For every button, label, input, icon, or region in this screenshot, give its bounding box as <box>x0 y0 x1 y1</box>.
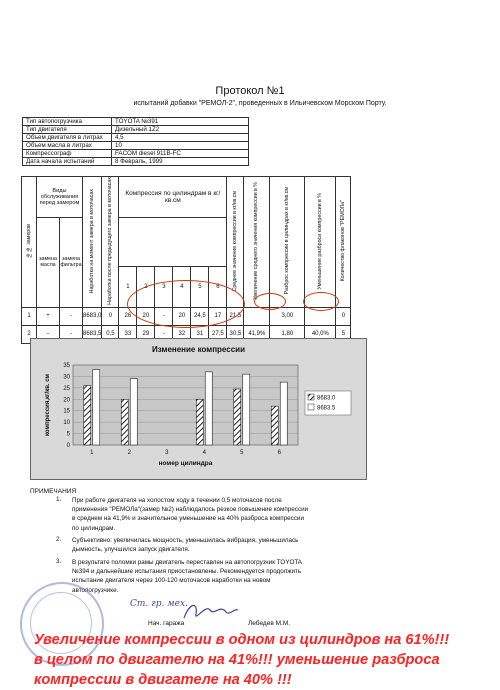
bar <box>196 399 203 445</box>
y-axis-label: компрессия,кг/кв. см <box>45 374 51 436</box>
info-label: Дата начала испытаний <box>23 158 112 166</box>
y-tick-label: 20 <box>63 397 70 404</box>
legend-swatch <box>308 404 314 410</box>
table-row <box>23 126 249 134</box>
cell: 20 <box>137 307 155 325</box>
cell: 33 <box>119 325 137 343</box>
col-header-oil: замена масла <box>37 218 60 308</box>
cell: 2 <box>22 325 37 343</box>
cell: 27,5 <box>209 325 227 343</box>
cell: 24,5 <box>191 307 209 325</box>
y-tick-label: 30 <box>63 374 70 381</box>
table-row <box>23 150 249 158</box>
cell: + <box>37 307 60 325</box>
note-line: №394 и дальнейшие испытания приостановлены. Рекомендуется продолжить <box>72 568 302 576</box>
promo-text <box>34 630 474 690</box>
cell: - <box>60 325 83 343</box>
cyl-num: 6 <box>209 266 227 307</box>
info-value: 8 Февраль, 1999 <box>112 158 249 166</box>
note-line: При работе двигателя на холостом ходу в течении 0,5 моточасов после <box>72 497 282 504</box>
col-header-avg: Среднее значение компрессии в кг/кв.см <box>227 177 244 308</box>
bar <box>121 399 128 445</box>
cell: 0 <box>102 307 119 325</box>
x-axis-label: номер цилиндра <box>158 460 213 467</box>
info-label: Тип автопогрузчика <box>23 118 112 126</box>
table-row <box>23 134 249 142</box>
legend-label: 8683.5 <box>317 405 336 412</box>
x-tick-label: 3 <box>165 450 169 456</box>
bar <box>130 379 137 445</box>
col-header-prev-hours: Наработка после предыдущего замера в моточасах <box>102 177 119 308</box>
col-header-filter: замена фильтра <box>60 218 83 308</box>
promo-line: компрессии в двигателе на 40% !!! <box>34 672 292 688</box>
vehicle-info-table <box>22 117 249 166</box>
cyl-num: 1 <box>119 266 137 307</box>
legend-swatch <box>308 394 314 400</box>
info-value: TOYOTA №391 <box>112 118 249 126</box>
table-row <box>23 142 249 150</box>
x-tick-label: 5 <box>240 450 244 456</box>
col-header-num: №№ замеров <box>22 177 37 308</box>
compression-chart <box>30 338 367 480</box>
signature-scribble <box>180 600 240 624</box>
cell: - <box>155 325 173 343</box>
note-number: 2. <box>56 536 62 543</box>
note-number: 3. <box>56 558 62 565</box>
promo-line: в целом по двигателю на 41%!!! уменьшение разброса <box>34 652 440 668</box>
y-tick-label: 15 <box>63 408 70 415</box>
y-tick-label: 5 <box>66 431 70 438</box>
annotation-ring-spread-decrease <box>303 292 339 311</box>
cell: 32 <box>173 325 191 343</box>
info-label: Объем масла в литрах <box>23 142 112 150</box>
note-item <box>72 558 372 595</box>
bar <box>280 382 287 445</box>
col-header-hours: Наработка на момент замера в моточасах <box>83 177 102 308</box>
chart-svg <box>31 339 366 479</box>
cell: 30,5 <box>227 325 244 343</box>
col-header-bottles: Количество флаконов "РЕМОЛа" <box>336 177 351 308</box>
cell: 40,0% <box>305 325 336 343</box>
col-header-spread: Разброс компрессии в цилиндрах в кг/кв.см <box>270 177 305 308</box>
cell: 0 <box>336 307 351 325</box>
cell: - <box>155 307 173 325</box>
cyl-num: 3 <box>155 266 173 307</box>
y-tick-label: 25 <box>63 385 70 392</box>
info-value: 4,5 <box>112 134 249 142</box>
cell: 21,5 <box>227 307 244 325</box>
cyl-num: 2 <box>137 266 155 307</box>
plot-area <box>73 365 298 445</box>
col-header-spread-decrease: Уменьшение разброса компрессии в % <box>305 177 336 308</box>
bar <box>84 386 91 445</box>
y-tick-label: 10 <box>63 420 70 427</box>
note-line: применения "РЕМОЛа"(замер №2) наблюдалось резкое повышение компрессии <box>72 506 309 514</box>
info-value: 10 <box>112 142 249 150</box>
bar <box>243 374 250 445</box>
x-tick-label: 2 <box>127 450 131 456</box>
note-line: дымность, улучшился запуск двигателя. <box>72 546 190 554</box>
info-label: Объем двигателя в литрах <box>23 134 112 142</box>
y-tick-label: 35 <box>63 363 70 369</box>
cyl-num: 5 <box>191 266 209 307</box>
cyl-num: 4 <box>173 266 191 307</box>
legend-label: 8683.0 <box>317 395 336 402</box>
page-subtitle: испытаний добавки "РЕМОЛ-2", проведенных в Ильичевском Морском Порту. <box>133 100 387 107</box>
col-header-service: Виды обслуживания перед замером <box>37 177 83 218</box>
notes-heading: ПРИМЕЧАНИЯ <box>30 488 77 495</box>
cell: 20 <box>173 307 191 325</box>
annotation-ring-compression <box>127 280 245 328</box>
cell: 8683,0 <box>83 307 102 325</box>
signature-right: Лебедев М.М. <box>248 620 291 627</box>
cell: - <box>37 325 60 343</box>
col-header-avg-increase: Увеличение среднего значения компрессии в % <box>244 177 270 308</box>
note-line: автопогрузчике. <box>72 586 119 594</box>
note-item <box>72 496 372 533</box>
bar <box>271 406 278 445</box>
col-header-compression: Компрессия по цилиндрам в кг/кв.см <box>119 177 227 218</box>
note-line: в среднем на 41,9% и значительное уменьшение на 40% разброса компрессии <box>72 515 304 523</box>
x-tick-label: 1 <box>90 450 94 456</box>
cell: 29 <box>137 325 155 343</box>
y-tick-label: 0 <box>66 443 70 449</box>
signature-left: Нач. гаража <box>148 620 185 627</box>
info-label: Тип двигателя <box>23 126 112 134</box>
note-number: 1. <box>56 496 62 503</box>
info-label: Компрессограф <box>23 150 112 158</box>
info-value: Дизельный 1Z2 <box>112 126 249 134</box>
note-item <box>72 536 372 554</box>
cell: 26 <box>119 307 137 325</box>
cell: 31 <box>191 325 209 343</box>
annotation-ring-avg-increase <box>254 293 286 310</box>
info-value: FACOM diesel 911B-FC <box>112 150 249 158</box>
cell: 3,00 <box>270 307 305 325</box>
cell: 1 <box>22 307 37 325</box>
cell <box>244 307 270 325</box>
x-tick-label: 6 <box>277 450 281 456</box>
promo-line: Увеличение компрессии в одном из цилиндров на 61%!!! <box>34 632 450 648</box>
table-row <box>23 118 249 126</box>
cell: 41,9% <box>244 325 270 343</box>
x-tick-label: 4 <box>202 450 206 456</box>
chart-title: Изменение компрессии <box>152 345 245 354</box>
note-line: по цилиндрам. <box>72 524 116 532</box>
bar <box>205 372 212 445</box>
table-row <box>23 158 249 166</box>
note-line: В результате поломки рамы двигатель переставлен на автопогрузчик TOYOTA <box>72 559 303 566</box>
note-line: Субъективно: увеличилась мощность, уменьшилась вибрация, уменьшилась <box>72 537 299 544</box>
cell: 0,5 <box>102 325 119 343</box>
bar <box>93 370 100 445</box>
cell: - <box>60 307 83 325</box>
cell: 17 <box>209 307 227 325</box>
page-title: Протокол №1 <box>215 85 285 97</box>
handwritten-note: Ст. гр. мех. <box>130 599 188 609</box>
cell: 5 <box>336 325 351 343</box>
cell: 8683,5 <box>83 325 102 343</box>
note-line: испытание двигателя через 100-120 моточасов наработки на новом <box>72 577 271 585</box>
cell: 1,80 <box>270 325 305 343</box>
bar <box>234 389 241 445</box>
